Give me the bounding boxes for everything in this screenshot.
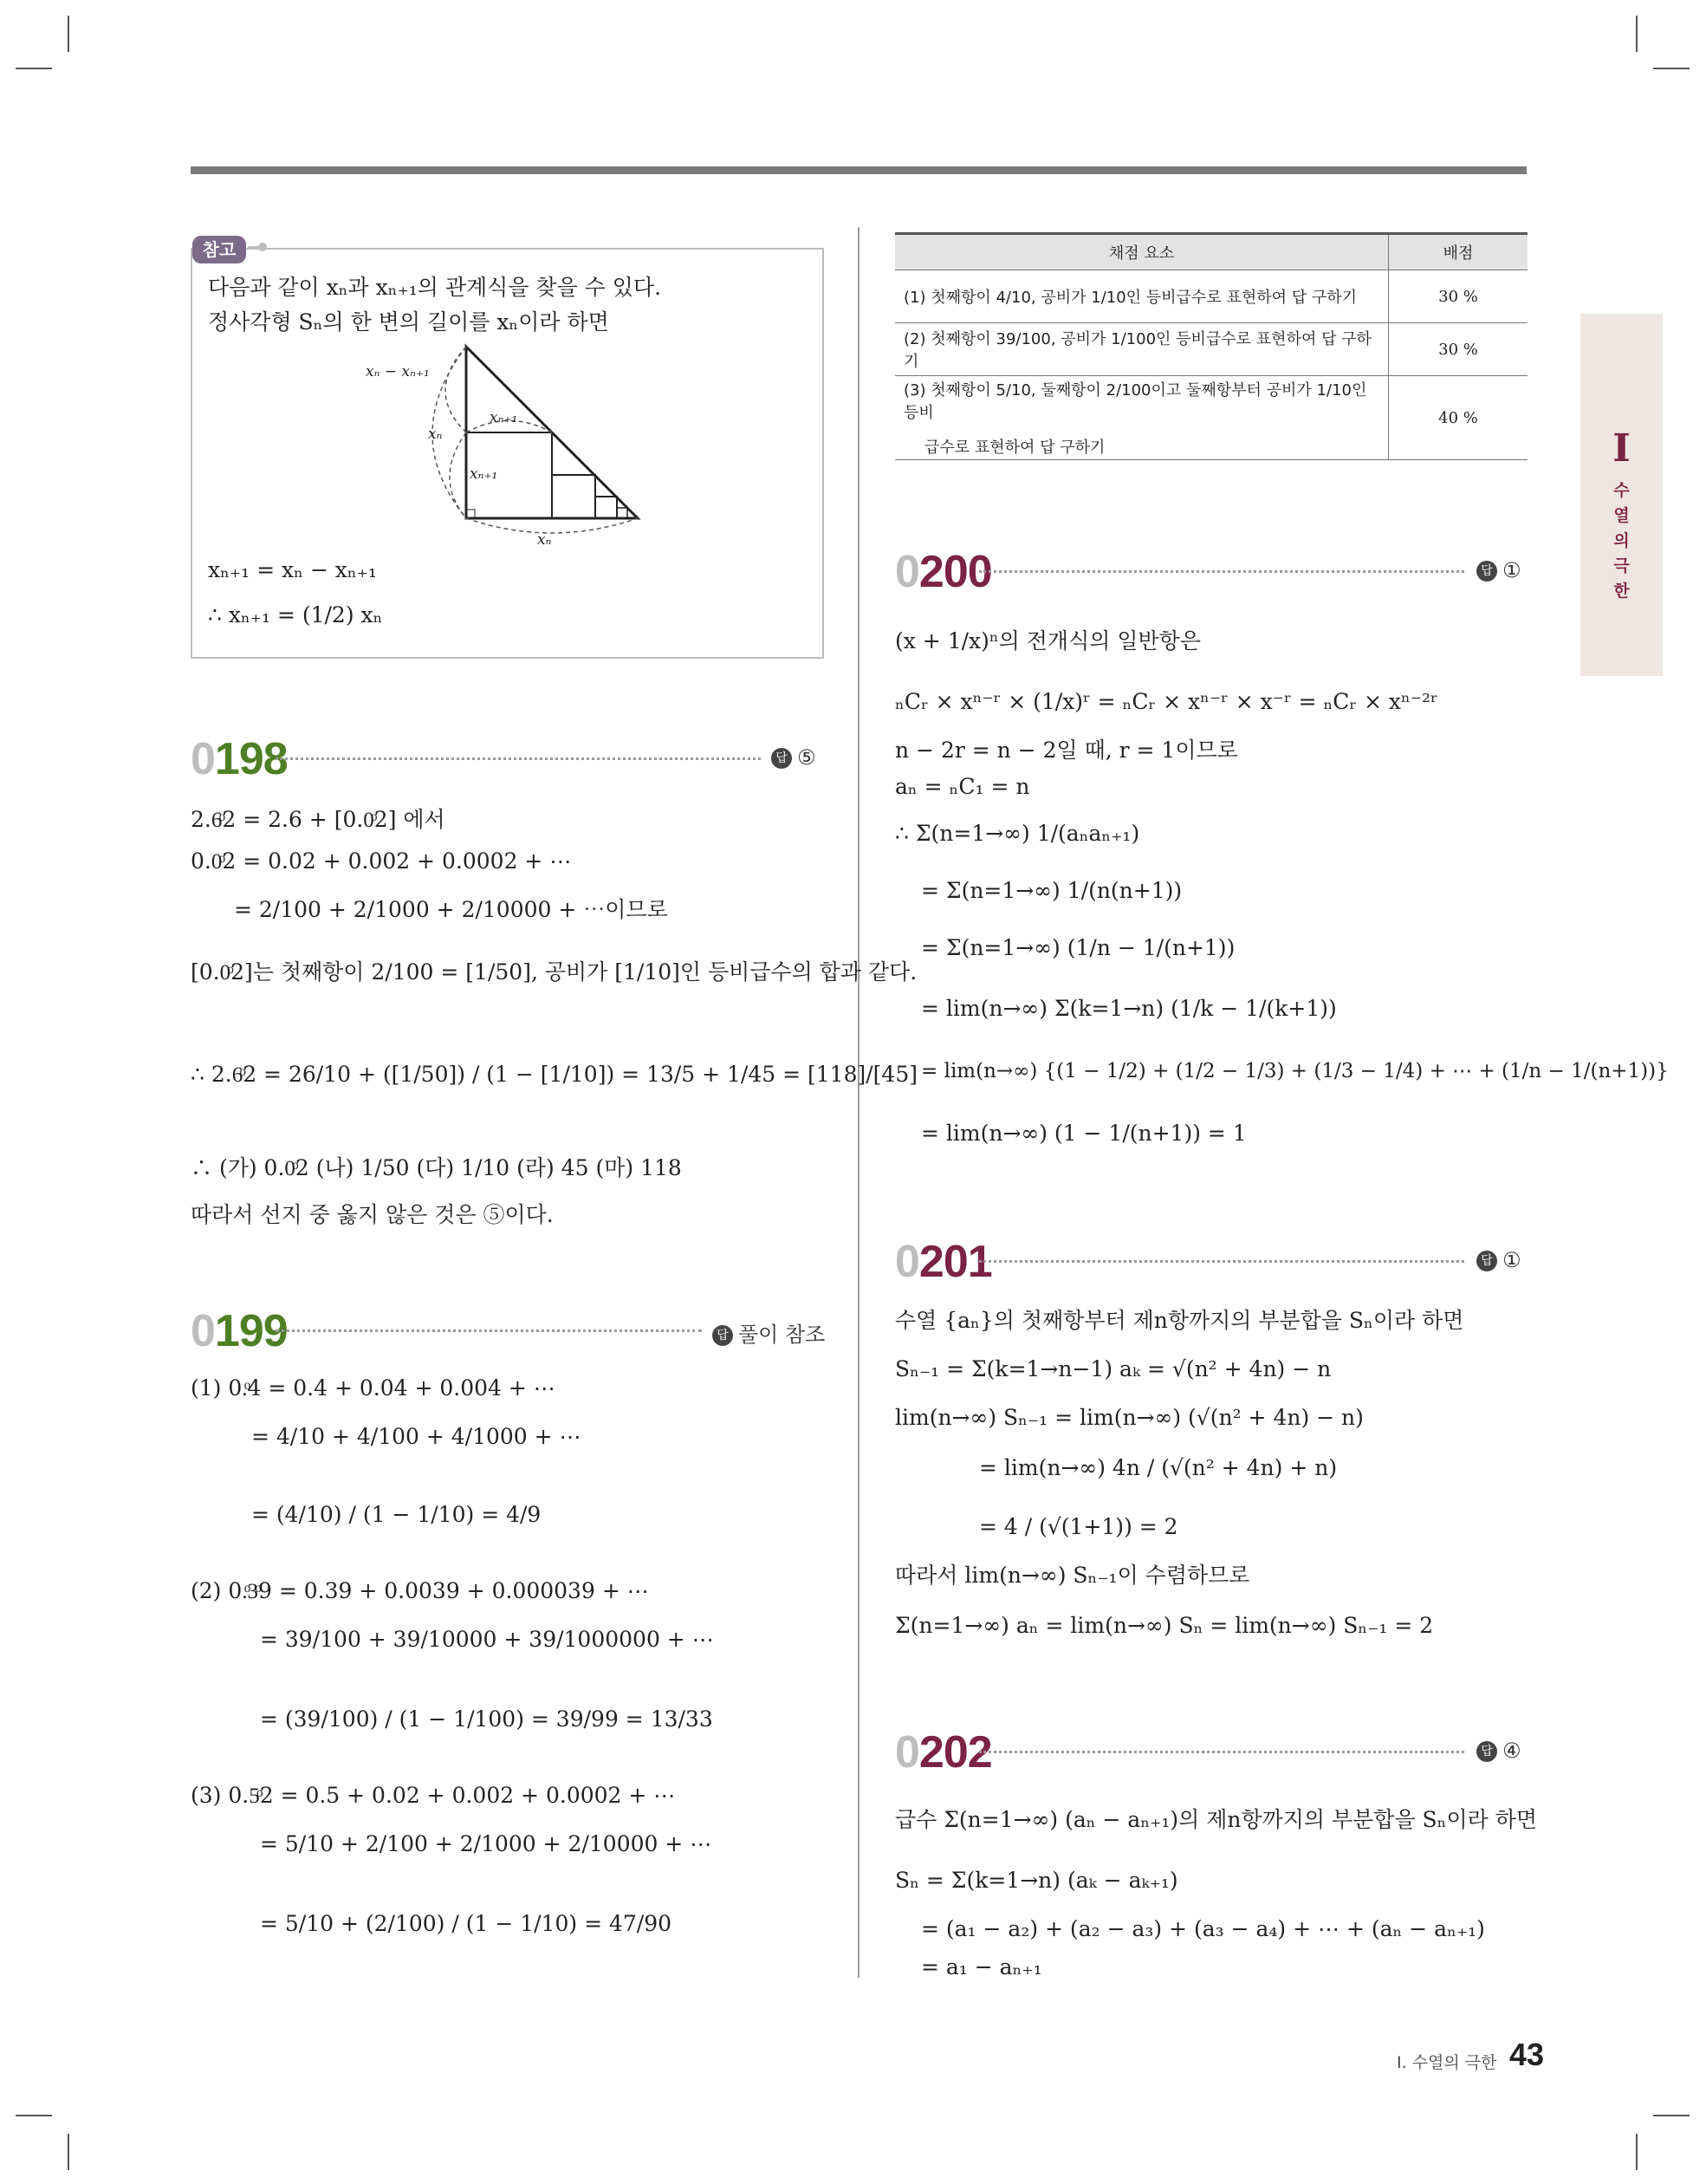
crop-mark — [1636, 2134, 1638, 2170]
crop-mark — [68, 2134, 69, 2170]
fig-label: xₙ₊₁ — [490, 409, 518, 426]
fig-label: xₙ — [428, 426, 443, 443]
dotted-leader — [979, 1260, 1464, 1263]
dotted-leader — [979, 1751, 1464, 1753]
score-item: (3) 첫째항이 5/10, 둘째항이 2/100이고 둘째항부터 공비가 1/10인 등비 급수로 표현하여 답 구하기 — [895, 376, 1389, 460]
problem-number-200: 0200 — [895, 547, 992, 597]
solution-line: = 5/10 + (2/100) / (1 − 1/10) = 47/90 — [260, 1911, 672, 1936]
solution-line: 2.6ͦ2 = 2.6 + [0.0ͦ2] 에서 — [191, 807, 445, 832]
table-row — [895, 270, 1528, 323]
solution-line: = 2/100 + 2/1000 + 2/10000 + ⋯이므로 — [234, 897, 668, 922]
solution-line: = 39/100 + 39/10000 + 39/1000000 + ⋯ — [260, 1627, 714, 1652]
chapter-char: 수 — [1613, 481, 1630, 500]
solution-line: (2) 0.ͦ3ͦ9 = 0.39 + 0.0039 + 0.000039 + ⋯ — [191, 1578, 649, 1603]
chapter-roman: I — [1612, 426, 1631, 471]
score-points: 30 % — [1389, 270, 1528, 323]
problem-number-202: 0202 — [895, 1727, 992, 1778]
solution-line: (1) 0.ͦ4 = 0.4 + 0.04 + 0.004 + ⋯ — [191, 1375, 555, 1401]
chapter-char: 극 — [1613, 556, 1630, 575]
chapter-char: 한 — [1613, 582, 1630, 601]
solution-line: ₙCᵣ × xⁿ⁻ʳ × (1/x)ʳ = ₙCᵣ × xⁿ⁻ʳ × x⁻ʳ = ₙCᵣ × xⁿ⁻²ʳ — [895, 689, 1438, 714]
reference-line-2: 정사각형 Sₙ의 한 변의 길이를 xₙ이라 하면 — [208, 309, 609, 335]
table-row — [895, 376, 1528, 460]
reference-eq-1: xₙ₊₁ = xₙ − xₙ₊₁ — [208, 557, 377, 582]
solution-line: 급수 Σ(n=1→∞) (aₙ − aₙ₊₁)의 제n항까지의 부분합을 Sₙ이라 하면 — [895, 1807, 1538, 1832]
answer-mark-199: 답 풀이 참조 — [712, 1317, 825, 1348]
problem-number-199: 0199 — [191, 1306, 288, 1356]
dotted-leader — [276, 757, 761, 760]
fig-label: xₙ₊₁ — [470, 465, 498, 483]
crop-mark — [68, 16, 69, 52]
score-header-points: 배점 — [1389, 234, 1528, 270]
chapter-title-vertical — [1580, 478, 1663, 604]
triangle-squares-figure — [364, 340, 658, 548]
crop-mark — [16, 68, 52, 69]
reference-line-1: 다음과 같이 xₙ과 xₙ₊₁의 관계식을 찾을 수 있다. — [208, 275, 662, 300]
solution-line: = (a₁ − a₂) + (a₂ − a₃) + (a₃ − a₄) + ⋯ + (aₙ − aₙ₊₁) — [921, 1916, 1485, 1941]
fig-label: xₙ − xₙ₊₁ — [366, 363, 430, 380]
solution-line: Sₙ₋₁ = Σ(k=1→n−1) aₖ = √(n² + 4n) − n — [895, 1356, 1332, 1381]
solution-line: = lim(n→∞) (1 − 1/(n+1)) = 1 — [921, 1121, 1247, 1146]
dotted-leader — [979, 570, 1464, 573]
solution-line: = 4 / (√(1+1)) = 2 — [979, 1514, 1178, 1539]
crop-mark — [1653, 68, 1690, 69]
answer-mark-201: 답 ① — [1476, 1248, 1521, 1272]
solution-line: = lim(n→∞) {(1 − 1/2) + (1/2 − 1/3) + (1/3 − 1/4) + ⋯ + (1/n − 1/(n+1))} — [921, 1060, 1669, 1082]
solution-line: (3) 0.5ͦ2 = 0.5 + 0.02 + 0.002 + 0.0002 + ⋯ — [191, 1783, 676, 1808]
score-points: 30 % — [1389, 323, 1528, 376]
solution-line: ∴ 2.6ͦ2 = 26/10 + ([1/50]) / (1 − [1/10]) = 13/5 + 1/45 = [118]/[45] — [191, 1062, 918, 1087]
solution-line: 따라서 선지 중 옳지 않은 것은 ⑤이다. — [191, 1202, 554, 1227]
solution-line: [0.0ͦ2]는 첫째항이 2/100 = [1/50], 공비가 [1/10]인 등비급수의 합과 같다. — [191, 959, 918, 985]
column-divider — [858, 227, 859, 1978]
solution-line: = Σ(n=1→∞) (1/n − 1/(n+1)) — [921, 935, 1236, 960]
chapter-char: 의 — [1613, 531, 1630, 550]
solution-line: aₙ = ₙC₁ = n — [895, 774, 1030, 799]
problem-number-198: 0198 — [191, 734, 288, 784]
tag-dot — [258, 243, 267, 251]
chapter-side-tab — [1580, 314, 1663, 676]
chapter-char: 열 — [1613, 506, 1630, 525]
reference-tag: 참고 — [192, 236, 246, 263]
score-table — [895, 232, 1528, 460]
problem-number-201: 0201 — [895, 1237, 992, 1287]
page-number: 43 — [1509, 2037, 1545, 2072]
solution-line: = Σ(n=1→∞) 1/(n(n+1)) — [921, 878, 1183, 903]
crop-mark — [16, 2115, 52, 2116]
solution-line: lim(n→∞) Sₙ₋₁ = lim(n→∞) (√(n² + 4n) − n) — [895, 1405, 1364, 1430]
reference-eq-2: ∴ xₙ₊₁ = (1/2) xₙ — [208, 602, 383, 627]
solution-line: 수열 {aₙ}의 첫째항부터 제n항까지의 부분합을 Sₙ이라 하면 — [895, 1308, 1464, 1333]
table-row — [895, 323, 1528, 376]
solution-line: = a₁ − aₙ₊₁ — [921, 1954, 1042, 1979]
score-item: (2) 첫째항이 39/100, 공비가 1/100인 등비급수로 표현하여 답 구하기 — [895, 323, 1389, 376]
solution-line: ∴ (가) 0.0ͦ2 (나) 1/50 (다) 1/10 (라) 45 (마) 118 — [191, 1155, 682, 1180]
score-points: 40 % — [1389, 376, 1528, 460]
solution-line: 0.0ͦ2 = 0.02 + 0.002 + 0.0002 + ⋯ — [191, 848, 572, 874]
solution-line: = 4/10 + 4/100 + 4/1000 + ⋯ — [251, 1424, 581, 1449]
solution-line: = 5/10 + 2/100 + 2/1000 + 2/10000 + ⋯ — [260, 1831, 712, 1856]
solution-line: 따라서 lim(n→∞) Sₙ₋₁이 수렴하므로 — [895, 1563, 1250, 1588]
score-header-item: 채점 요소 — [895, 234, 1389, 270]
answer-mark-200: 답 ① — [1476, 558, 1521, 582]
solution-line: Σ(n=1→∞) aₙ = lim(n→∞) Sₙ = lim(n→∞) Sₙ₋₁ = 2 — [895, 1613, 1434, 1638]
solution-line: (x + 1/x)ⁿ의 전개식의 일반항은 — [895, 628, 1201, 653]
header-rule — [191, 166, 1527, 174]
answer-mark-198: 답 ⑤ — [771, 745, 816, 770]
solution-line: = (4/10) / (1 − 1/10) = 4/9 — [251, 1502, 542, 1527]
score-item: (1) 첫째항이 4/10, 공비가 1/10인 등비급수로 표현하여 답 구하기 — [895, 270, 1389, 323]
solution-line: ∴ Σ(n=1→∞) 1/(aₙaₙ₊₁) — [895, 821, 1140, 846]
solution-line: = (39/100) / (1 − 1/100) = 39/99 = 13/33 — [260, 1706, 713, 1732]
solution-line: Sₙ = Σ(k=1→n) (aₖ − aₖ₊₁) — [895, 1868, 1178, 1893]
footer-chapter: Ⅰ. 수열의 극한 — [1397, 2053, 1497, 2072]
fig-label: xₙ — [537, 531, 552, 548]
solution-line: = lim(n→∞) Σ(k=1→n) (1/k − 1/(k+1)) — [921, 996, 1337, 1021]
solution-line: n − 2r = n − 2일 때, r = 1이므로 — [895, 738, 1238, 763]
crop-mark — [1636, 16, 1638, 52]
crop-mark — [1653, 2115, 1690, 2116]
answer-mark-202: 답 ④ — [1476, 1739, 1521, 1763]
dotted-leader — [276, 1329, 702, 1332]
solution-line: = lim(n→∞) 4n / (√(n² + 4n) + n) — [979, 1455, 1338, 1480]
